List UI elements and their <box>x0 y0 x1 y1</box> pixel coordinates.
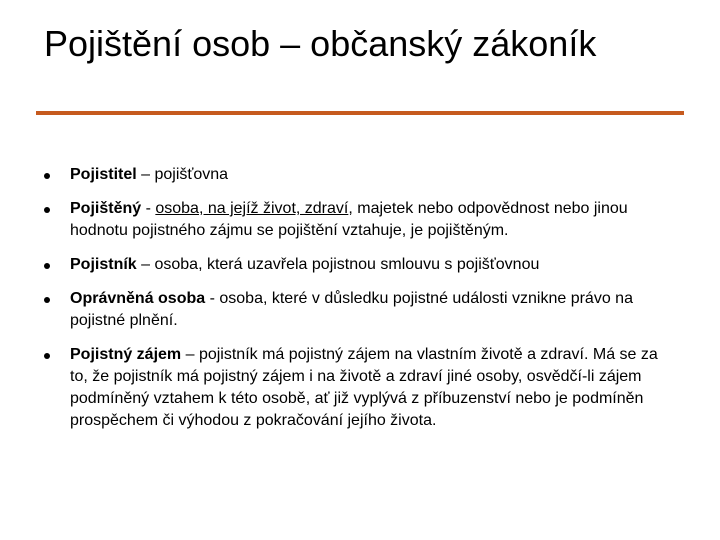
bullet-icon <box>44 353 50 359</box>
bullet-underlined-text: osoba, na jejíž život, zdraví <box>155 200 349 217</box>
bullet-item-pojistny-zajem <box>42 344 672 432</box>
bullet-text: , majetek nebo odpovědnost nebo jinou hodnotu pojistného zájmu se pojištění vztahuje, je pojištěným. <box>70 200 628 239</box>
bullet-icon <box>44 297 50 303</box>
bullet-item-pojistitel <box>42 164 672 186</box>
bullet-text: - osoba, které v důsledku pojistné události vznikne právo na pojistné plnění. <box>70 290 633 329</box>
bullet-text: – osoba, která uzavřela pojistnou smlouvu s pojišťovnou <box>136 256 540 273</box>
bullet-text: – pojišťovna <box>136 166 229 183</box>
bullet-icon <box>44 263 50 269</box>
bullet-term: Pojištěný <box>70 200 142 217</box>
bullet-text: – pojistník má pojistný zájem na vlastním životě a zdraví. Má se za to, že pojistník má pojistný zájem i na životě a zdraví jiné osoby, osvědčí-li zájem podmíněný vztahem k této osobě, ať již vyplývá z příbuzenství nebo je podmíněn prospěchem či výhodou z pokračování jejího života. <box>70 346 658 429</box>
bullet-term: Pojistitel <box>70 166 137 183</box>
bullet-term: Pojistný zájem <box>70 346 182 363</box>
bullet-list <box>42 164 672 444</box>
bullet-separator: - <box>141 200 156 217</box>
bullet-term: Pojistník <box>70 256 137 273</box>
bullet-term: Oprávněná osoba <box>70 290 206 307</box>
bullet-icon <box>44 173 50 179</box>
bullet-item-pojistnik <box>42 254 672 276</box>
bullet-icon <box>44 207 50 213</box>
bullet-item-pojisteny <box>42 198 672 242</box>
bullet-item-opravnena-osoba <box>42 288 672 332</box>
slide-title: Pojištění osob – občanský zákoník <box>44 23 597 64</box>
title-divider <box>36 111 684 115</box>
